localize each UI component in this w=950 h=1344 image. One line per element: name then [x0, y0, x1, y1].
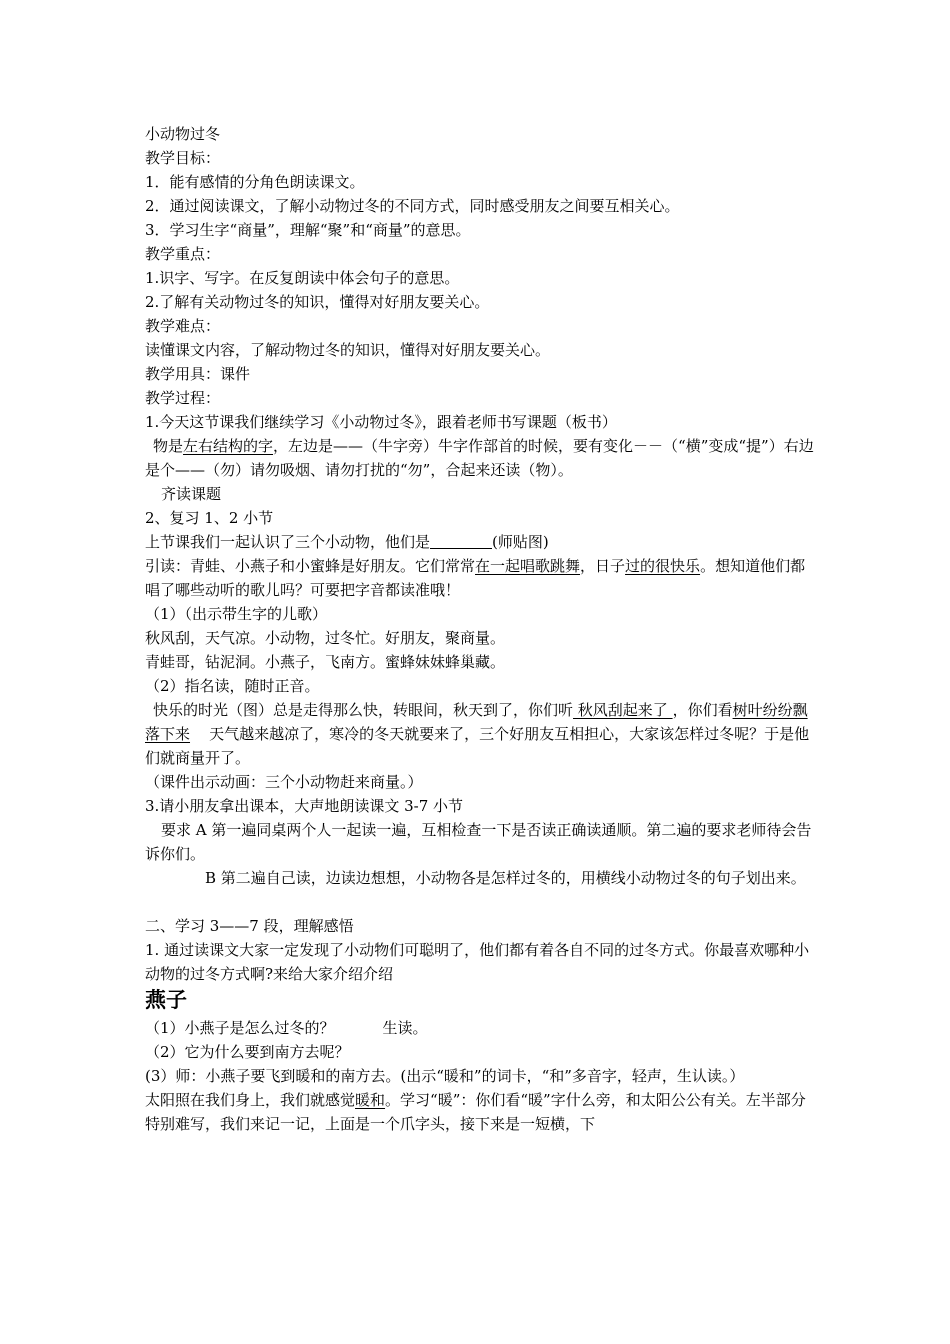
requirement-a: 要求 A 第一遍同桌两个人一起读一遍，互相检查一下是否读正确读通顺。第二遍的要求老师待会告诉你们。 [145, 821, 812, 863]
text-run: 生读。 [382, 1019, 428, 1037]
paragraph-wu [145, 434, 815, 482]
difficulty-heading: 教学难点： [145, 317, 221, 335]
text-run: (师贴图) [492, 533, 549, 551]
text-run: 天气越来越凉了，寒冷的冬天就要来了，三个好朋友互相担心，大家该怎样过冬呢？于是他们就商量开了。 [145, 725, 810, 767]
text-run: ，你们看 [672, 701, 733, 719]
song-heading: （1）（出示带生字的儿歌） [145, 605, 328, 623]
animation-note: （课件出示动画：三个小动物赶来商量。） [145, 773, 423, 791]
underlined-text: 过的很快乐 [625, 557, 701, 575]
tools-text: 教学用具：课件 [145, 365, 251, 383]
text-run: 上节课我们一起认识了三个小动物，他们是 [145, 533, 431, 551]
paragraph-happy [145, 698, 815, 770]
song-line: 秋风刮，天气凉。小动物，过冬忙。好朋友，聚商量。 [145, 629, 506, 647]
text-run: ，日子 [580, 557, 626, 575]
question-1 [145, 1016, 815, 1040]
underlined-text: 秋风刮起来了 [573, 701, 673, 719]
swallow-heading: 燕子 [145, 988, 187, 1012]
blank-line [145, 890, 815, 914]
goal-item: 1．能有感情的分角色朗读课文。 [145, 173, 365, 191]
text-run: （1）小燕子是怎么过冬的？ [145, 1019, 335, 1037]
step-1: 1.今天这节课我们继续学习《小动物过冬》，跟着老师书写课题（板书） [145, 413, 617, 431]
part-2-heading: 二、学习 3——7 段，理解感悟 [145, 917, 354, 935]
text-run: 。学习“暖”：你们看“暖”字什么旁，和太阳公公有关。左半部分特别难写，我们来记一记，上面是一个爪字头，接下来是一短横，下 [145, 1091, 806, 1133]
paragraph-lead [145, 554, 815, 602]
document-body [145, 122, 815, 1136]
text-run: 太阳照在我们身上，我们就感觉 [145, 1091, 356, 1109]
song-line: 青蛙哥，钻泥洞。小燕子，飞南方。蜜蜂妹妹蜂巢藏。 [145, 653, 506, 671]
focus-heading: 教学重点： [145, 245, 221, 263]
difficulty-text: 读懂课文内容，了解动物过冬的知识，懂得对好朋友要关心。 [145, 341, 551, 359]
text-run: 物是 [153, 437, 184, 455]
text-run: 。想知道他们都唱了哪些动听的歌儿吗？可要把字音都读准哦！ [145, 557, 806, 599]
step-2: 2、复习 1、2 小节 [145, 509, 274, 527]
question-2: （2）它为什么要到南方去呢？ [145, 1043, 350, 1061]
focus-item: 2.了解有关动物过冬的知识，懂得对好朋友要关心。 [145, 293, 490, 311]
paragraph-sun [145, 1088, 815, 1136]
document-title: 小动物过冬 [145, 125, 221, 143]
requirement-b: B 第二遍自己读，边读边想想，小动物各是怎样过冬的，用横线小动物过冬的句子划出来。 [205, 869, 806, 887]
focus-item: 1.识字、写字。在反复朗读中体会句子的意思。 [145, 269, 460, 287]
text-run: ，左边是——（牛字旁）牛字作部首的时候，要有变化－－（“横”变成“提”）右边是个——（勿）请勿吸烟、请勿打扰的“勿”，合起来还读（物）。 [145, 437, 814, 479]
process-heading: 教学过程： [145, 389, 221, 407]
underlined-text: 左右结构的字 [183, 437, 274, 455]
review-line [145, 530, 815, 554]
part-2-item-1: 1. 通过读课文大家一定发现了小动物们可聪明了，他们都有着各自不同的过冬方式。你最喜欢哪种小动物的过冬方式啊?来给大家介绍介绍 [145, 941, 810, 983]
question-3: (3）师：小燕子要飞到暖和的南方去。(出示“暖和”的词卡，“和”多音字，轻声，生认读。） [145, 1067, 745, 1085]
goal-item: 2．通过阅读课文，了解小动物过冬的不同方式，同时感受朋友之间要互相关心。 [145, 197, 680, 215]
fill-blank [430, 532, 492, 549]
goals-heading: 教学目标： [145, 149, 221, 167]
read-title: 齐读课题 [161, 485, 222, 503]
text-run: 引读：青蛙、小燕子和小蜜蜂是好朋友。它们常常 [145, 557, 476, 575]
text-run: 快乐的时光（图）总是走得那么快，转眼间，秋天到了，你们听 [153, 701, 574, 719]
name-read: （2）指名读，随时正音。 [145, 677, 320, 695]
underlined-text: 树叶纷纷飘落下来 [145, 701, 808, 743]
step-3: 3.请小朋友拿出课本，大声地朗读课文 3-7 小节 [145, 797, 464, 815]
underlined-text: 在一起唱歌跳舞 [475, 557, 581, 575]
goal-item: 3．学习生字“商量”，理解“聚”和“商量”的意思。 [145, 221, 471, 239]
underlined-text: 暖和 [355, 1091, 386, 1109]
